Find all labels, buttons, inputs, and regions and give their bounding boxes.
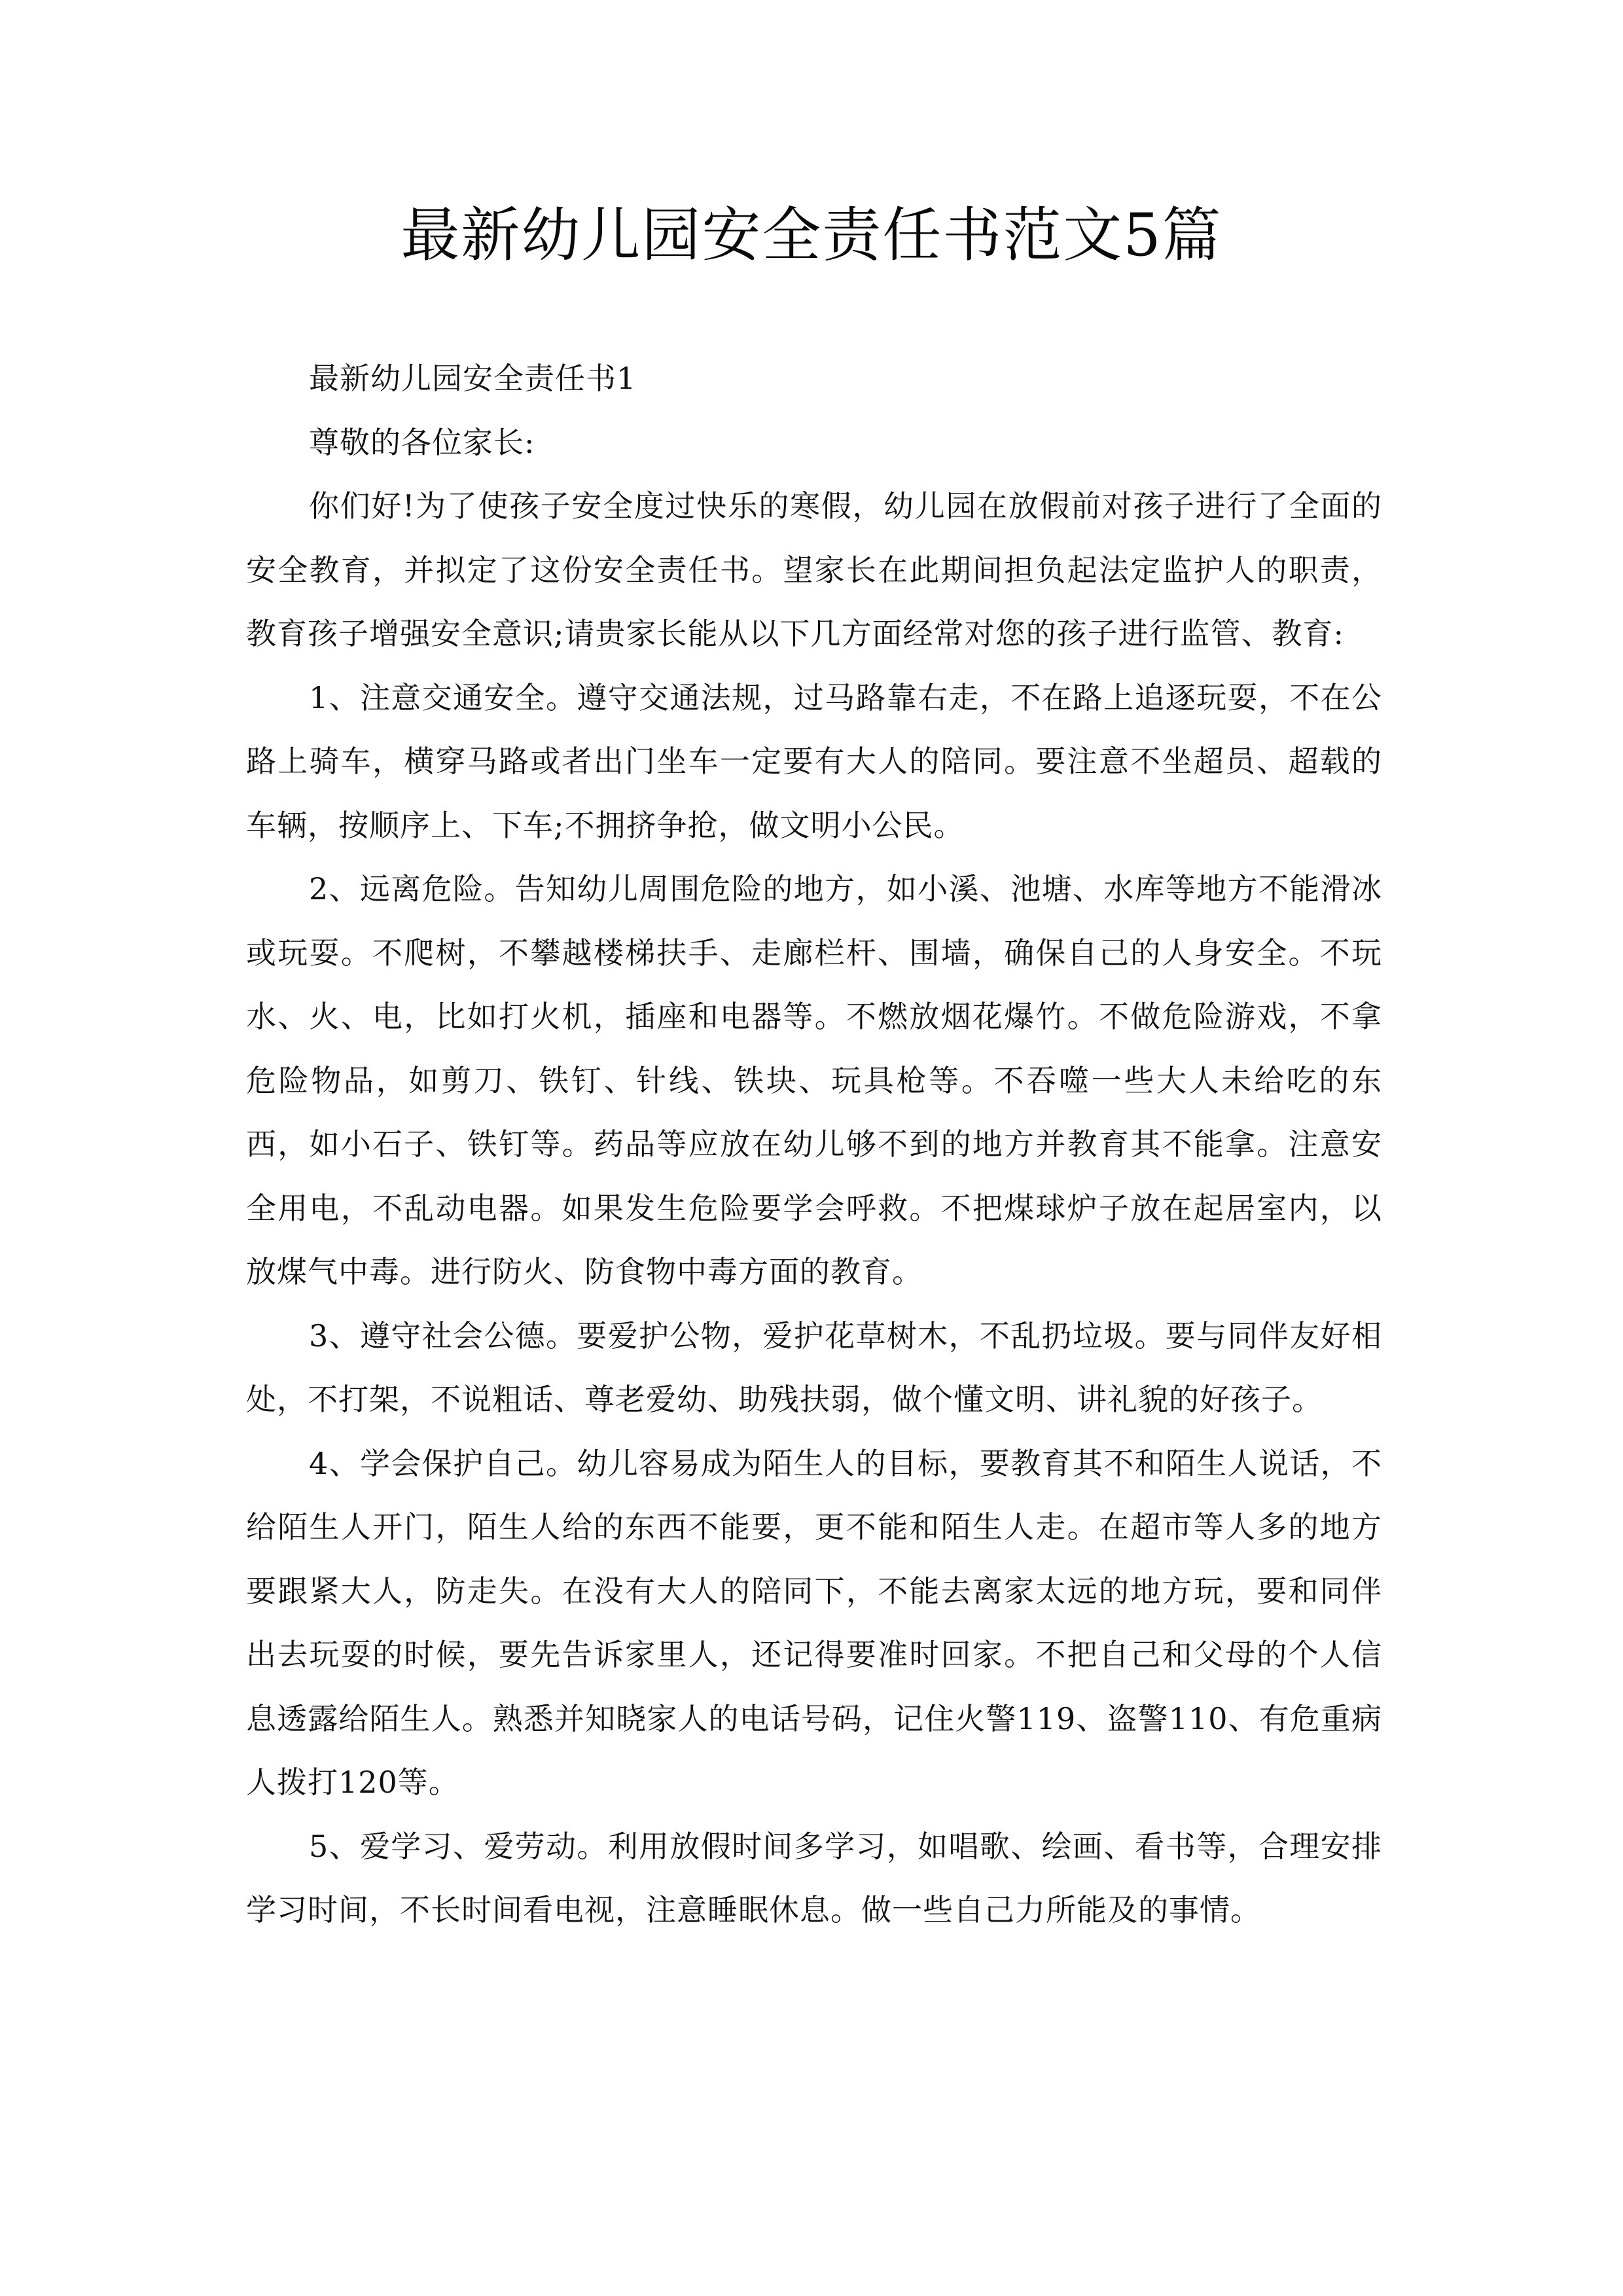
document-body [246,347,1382,1943]
item-social-ethics: 3、遵守社会公德。要爱护公物，爱护花草树木，不乱扔垃圾。要与同伴友好相处，不打架，不说粗话、尊老爱幼、助残扶弱，做个懂文明、讲礼貌的好孩子。 [246,1318,1382,1417]
intro-paragraph: 你们好!为了使孩子安全度过快乐的寒假，幼儿园在放假前对孩子进行了全面的安全教育，并拟定了这份安全责任书。望家长在此期间担负起法定监护人的职责，教育孩子增强安全意识;请贵家长能从以下几方面经常对您的孩子进行监管、教育: [246,488,1382,651]
salutation: 尊敬的各位家长: [309,424,535,460]
item-study-and-labor: 5、爱学习、爱劳动。利用放假时间多学习，如唱歌、绘画、看书等，合理安排学习时间，不长时间看电视，注意睡眠休息。做一些自己力所能及的事情。 [246,1828,1382,1928]
section-heading: 最新幼儿园安全责任书1 [309,361,637,396]
item-traffic-safety: 1、注意交通安全。遵守交通法规，过马路靠右走，不在路上追逐玩耍，不在公路上骑车，横穿马路或者出门坐车一定要有大人的陪同。要注意不坐超员、超载的车辆，按顺序上、下车;不拥挤争抢，做文明小公民。 [246,679,1382,843]
document-title: 最新幼儿园安全责任书范文5篇 [401,201,1222,270]
item-self-protection: 4、学会保护自己。幼儿容易成为陌生人的目标，要教育其不和陌生人说话，不给陌生人开门，陌生人给的东西不能要，更不能和陌生人走。在超市等人多的地方要跟紧大人，防走失。在没有大人的陪同下，不能去离家太远的地方玩，要和同伴出去玩耍的时候，要先告诉家里人，还记得要准时回家。不把自己和父母的个人信息透露给陌生人。熟悉并知晓家人的电话号码，记住火警119、盗警110、有危重病人拨打120等。 [246,1445,1382,1800]
item-avoid-danger: 2、远离危险。告知幼儿周围危险的地方，如小溪、池塘、水库等地方不能滑冰或玩耍。不爬树，不攀越楼梯扶手、走廊栏杆、围墙，确保自己的人身安全。不玩水、火、电，比如打火机，插座和电器等。不燃放烟花爆竹。不做危险游戏，不拿危险物品，如剪刀、铁钉、针线、铁块、玩具枪等。不吞噬一些大人未给吃的东西，如小石子、铁钉等。药品等应放在幼儿够不到的地方并教育其不能拿。注意安全用电，不乱动电器。如果发生危险要学会呼救。不把煤球炉子放在起居室内，以放煤气中毒。进行防火、防食物中毒方面的教育。 [246,871,1382,1289]
